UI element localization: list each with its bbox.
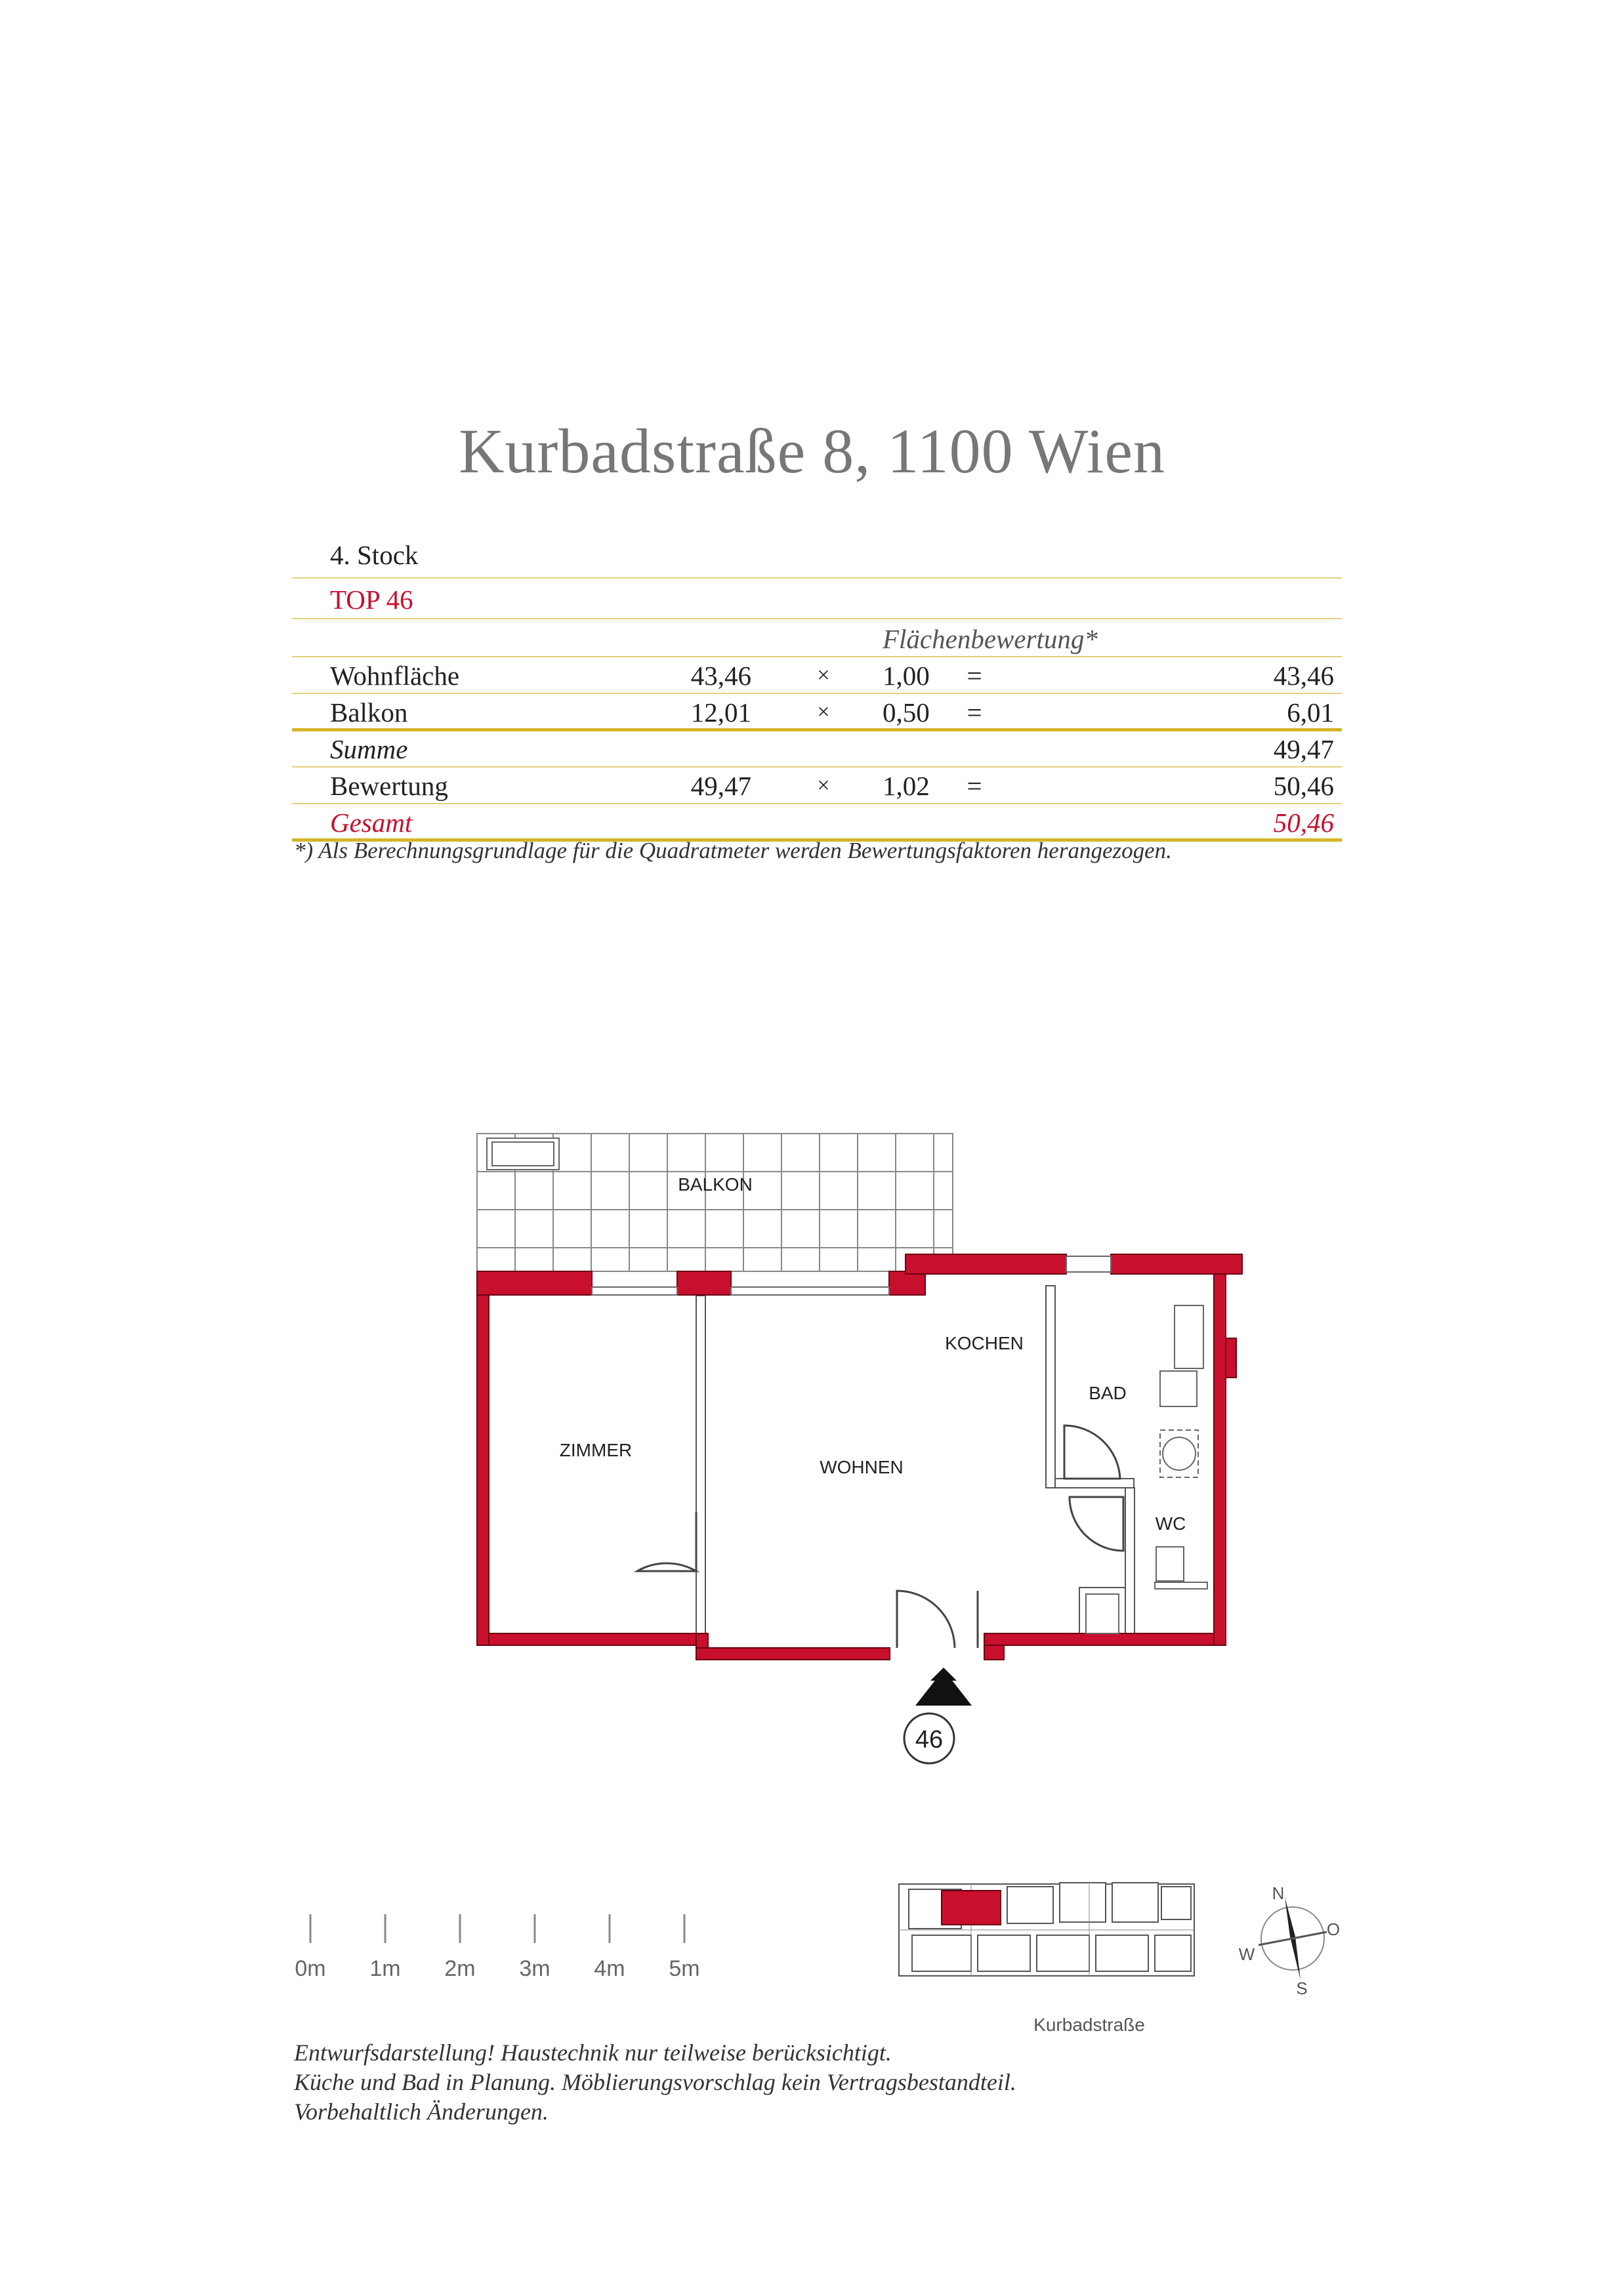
sum-result: 49,47: [1273, 734, 1334, 764]
compass-n: N: [1272, 1883, 1285, 1903]
total-result: 50,46: [1273, 808, 1334, 838]
entrance-number: 46: [915, 1726, 944, 1753]
site-key-map: [889, 1863, 1204, 2040]
total-row: [292, 804, 1342, 841]
scale-label: 0m: [295, 1956, 326, 1981]
total-label: Gesamt: [330, 808, 413, 838]
times-sign: ×: [817, 663, 830, 687]
room-label-balkon: BALKON: [678, 1174, 753, 1195]
room-label-kochen: KOCHEN: [945, 1333, 1024, 1353]
row-area: 12,01: [690, 697, 751, 728]
compass-w: W: [1238, 1944, 1255, 1964]
times-sign: ×: [817, 773, 830, 798]
disclaimer: [294, 2038, 1016, 2127]
equals-sign: =: [967, 771, 982, 801]
scale-label: 2m: [444, 1956, 476, 1981]
room-label-bad: BAD: [1089, 1383, 1127, 1403]
divider: [292, 577, 1342, 579]
floor-label: 4. Stock: [330, 540, 419, 570]
disclaimer-line: Entwurfsdarstellung! Haustechnik nur teilweise berücksichtigt.: [294, 2040, 892, 2066]
sum-label: Summe: [330, 734, 408, 764]
compass-icon: [1234, 1876, 1352, 2001]
unit-highlight: [942, 1891, 1001, 1925]
row-area: 43,46: [690, 661, 751, 691]
floor-plan: [459, 1115, 1273, 1771]
equals-sign: =: [967, 697, 982, 728]
rating-area: 49,47: [690, 771, 751, 801]
row-label: Balkon: [330, 697, 408, 728]
table-row: [292, 694, 1342, 731]
scale-bar: [282, 1896, 722, 1994]
rating-header-row: [292, 621, 1342, 657]
fixtures: [1086, 1305, 1207, 1633]
unit-top-label: TOP 46: [330, 584, 413, 615]
compass-s: S: [1296, 1978, 1308, 1998]
room-label-wc: WC: [1155, 1513, 1186, 1534]
room-label-zimmer: ZIMMER: [559, 1440, 633, 1460]
rating-result: 50,46: [1273, 771, 1334, 801]
disclaimer-line: Vorbehaltlich Änderungen.: [294, 2099, 549, 2125]
top-row: [292, 581, 1342, 618]
floor-row: [292, 537, 1342, 573]
rating-factor: 1,02: [883, 771, 930, 801]
compass-o: O: [1326, 1919, 1341, 1939]
row-result: 43,46: [1273, 661, 1334, 691]
divider: [292, 618, 1342, 619]
rating-row: [292, 768, 1342, 804]
room-label-wohnen: WOHNEN: [820, 1457, 904, 1477]
disclaimer-line: Küche und Bad in Planung. Möblierungsvorschlag kein Vertragsbestandteil.: [294, 2069, 1016, 2095]
rating-label: Bewertung: [330, 771, 448, 801]
equals-sign: =: [967, 661, 982, 691]
row-result: 6,01: [1287, 697, 1334, 728]
row-label: Wohnfläche: [330, 661, 460, 691]
scale-label: 1m: [369, 1956, 401, 1981]
rating-header: Flächenbewertung*: [883, 624, 1098, 654]
balcony-tiles: [477, 1134, 953, 1271]
scale-label: 5m: [669, 1956, 700, 1981]
entrance-triangle-icon: [915, 1670, 972, 1706]
page-title: Kurbadstraße 8, 1100 Wien: [459, 416, 1165, 486]
footnote: *) Als Berechnungsgrundlage für die Quadratmeter werden Bewertungsfaktoren herangezogen.: [294, 838, 1172, 863]
street-label: Kurbadstraße: [1033, 2015, 1145, 2035]
sum-row: [292, 731, 1342, 768]
scale-label: 4m: [594, 1956, 625, 1981]
partition-walls: [696, 1286, 1135, 1640]
row-factor: 0,50: [883, 697, 930, 728]
scale-label: 3m: [519, 1956, 551, 1981]
row-factor: 1,00: [883, 661, 930, 691]
times-sign: ×: [817, 700, 830, 724]
table-row: [292, 657, 1342, 694]
